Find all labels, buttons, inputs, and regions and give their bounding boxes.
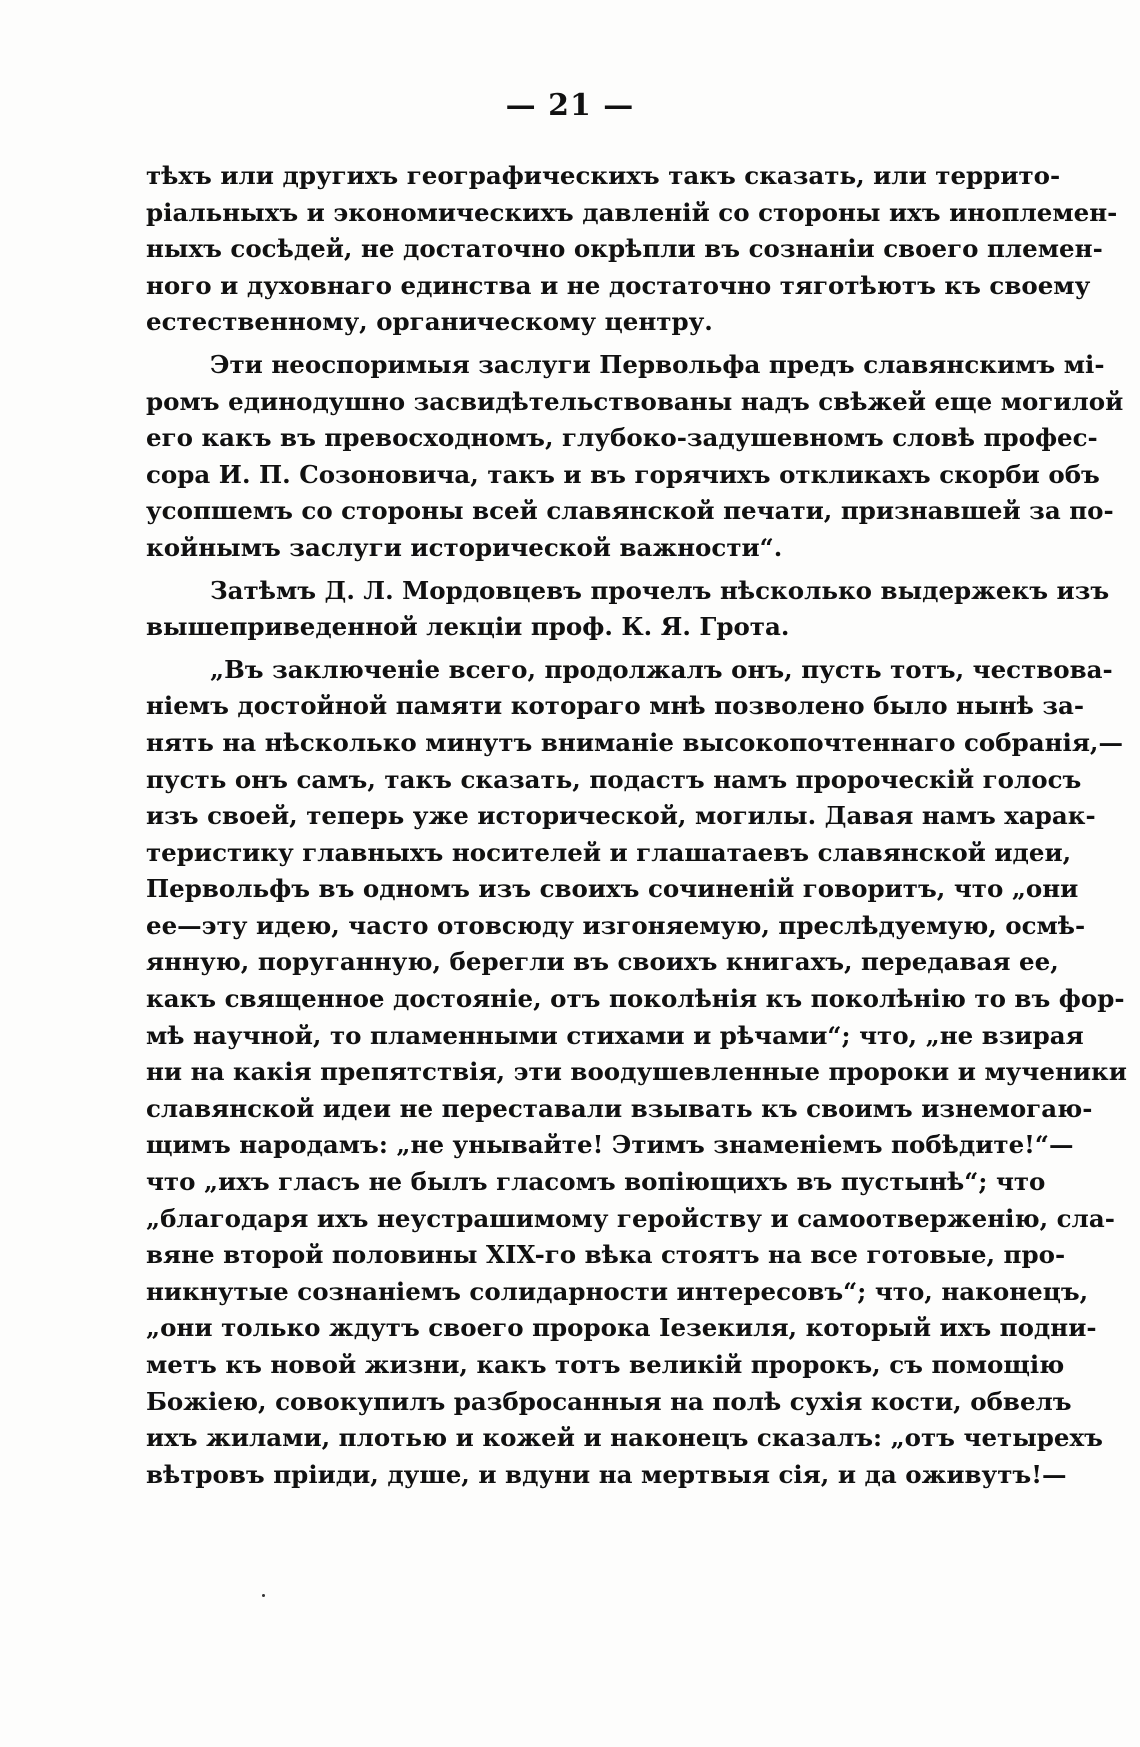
text-line: ромъ единодушно засвидѣтельствованы надъ свѣжей еще могилой	[146, 386, 1124, 416]
text-line: тѣхъ или другихъ географическихъ такъ сказать, или террито-	[146, 161, 1061, 190]
text-line: „они только ждутъ своего пророка Іезекиля, который ихъ подни-	[146, 1313, 1097, 1343]
text-line: Первольфъ въ одномъ изъ своихъ сочиненій говоритъ, что „они	[146, 874, 1079, 904]
text-line: теристику главныхъ носителей и глашатаевъ славянской идеи,	[146, 837, 1072, 867]
paragraph-1	[146, 158, 1118, 341]
text-line: койнымъ заслуги исторической важности“.	[146, 532, 783, 562]
text-line: щимъ народамъ: „не унывайте! Этимъ знаменіемъ побѣдите!“—	[146, 1130, 1074, 1160]
text-line: Божіею, совокупилъ разбросанныя на полѣ сухія кости, обвелъ	[146, 1386, 1072, 1416]
text-line: сора И. П. Созоновича, такъ и въ горячихъ откликахъ скорби объ	[146, 459, 1100, 489]
print-speck	[262, 1594, 265, 1597]
text-line: ного и духовнаго единства и не достаточно тяготѣютъ къ своему	[146, 270, 1091, 300]
paragraph-3	[146, 573, 1110, 646]
text-line: ее—эту идею, часто отовсюду изгоняемую, преслѣдуемую, осмѣ-	[146, 910, 1086, 940]
paragraph-4	[146, 652, 1127, 1494]
body-text	[146, 158, 1127, 1493]
text-line: пусть онъ самъ, такъ сказать, подастъ намъ пророческій голосъ	[146, 764, 1082, 794]
text-line: Эти неоспоримыя заслуги Первольфа предъ славянскимъ мі-	[210, 349, 1105, 379]
text-line: янную, поруганную, берегли въ своихъ книгахъ, передавая ее,	[146, 947, 1059, 977]
text-line: что „ихъ гласъ не былъ гласомъ вопіющихъ въ пустынѣ“; что	[146, 1167, 1046, 1197]
text-line: изъ своей, теперь уже исторической, могилы. Давая намъ харак-	[146, 801, 1096, 831]
text-line: ихъ жилами, плотью и кожей и наконецъ сказалъ: „отъ четырехъ	[146, 1423, 1103, 1453]
page-number: — 21 —	[505, 88, 635, 123]
text-line: славянской идеи не переставали взывать къ своимъ изнемогаю-	[146, 1093, 1093, 1123]
text-line: ніемъ достойной памяти котораго мнѣ позволено было нынѣ за-	[146, 691, 1085, 721]
text-line: его какъ въ превосходномъ, глубоко-задушевномъ словѣ профес-	[146, 423, 1098, 453]
text-line: мѣ научной, то пламенными стихами и рѣчами“; что, „не взирая	[146, 1020, 1084, 1050]
text-line: метъ къ новой жизни, какъ тотъ великій пророкъ, съ помощію	[146, 1350, 1065, 1379]
text-line: ни на какія препятствія, эти воодушевленные пророки и мученики	[146, 1057, 1127, 1087]
text-line: Затѣмъ Д. Л. Мордовцевъ прочелъ нѣсколько выдержекъ изъ	[210, 575, 1110, 605]
text-line: никнутые сознаніемъ солидарности интересовъ“; что, наконецъ,	[146, 1276, 1089, 1306]
text-line: ріальныхъ и экономическихъ давленій со стороны ихъ иноплемен-	[146, 197, 1118, 227]
paragraph-2	[146, 347, 1124, 567]
text-line: вѣтровъ пріиди, душе, и вдуни на мертвыя сія, и да оживутъ!—	[146, 1459, 1067, 1489]
text-line: вышеприведенной лекціи проф. К. Я. Грота.	[146, 612, 790, 642]
text-line: естественному, органическому центру.	[146, 307, 713, 337]
text-line: ныхъ сосѣдей, не достаточно окрѣпли въ сознаніи своего племен-	[146, 234, 1103, 264]
text-line: „благодаря ихъ неустрашимому геройству и самоотверженію, сла-	[146, 1203, 1115, 1233]
text-line: какъ священное достояніе, отъ поколѣнія къ поколѣнію то въ фор-	[146, 984, 1125, 1014]
text-line: усопшемъ со стороны всей славянской печати, признавшей за по-	[146, 496, 1114, 526]
text-line: нять на нѣсколько минутъ вниманіе высокопочтеннаго собранія,—	[146, 727, 1123, 757]
text-line: „Въ заключеніе всего, продолжалъ онъ, пусть тотъ, чествова-	[210, 654, 1113, 684]
text-line: вяне второй половины XIX-го вѣка стоятъ на все готовые, про-	[146, 1240, 1066, 1270]
